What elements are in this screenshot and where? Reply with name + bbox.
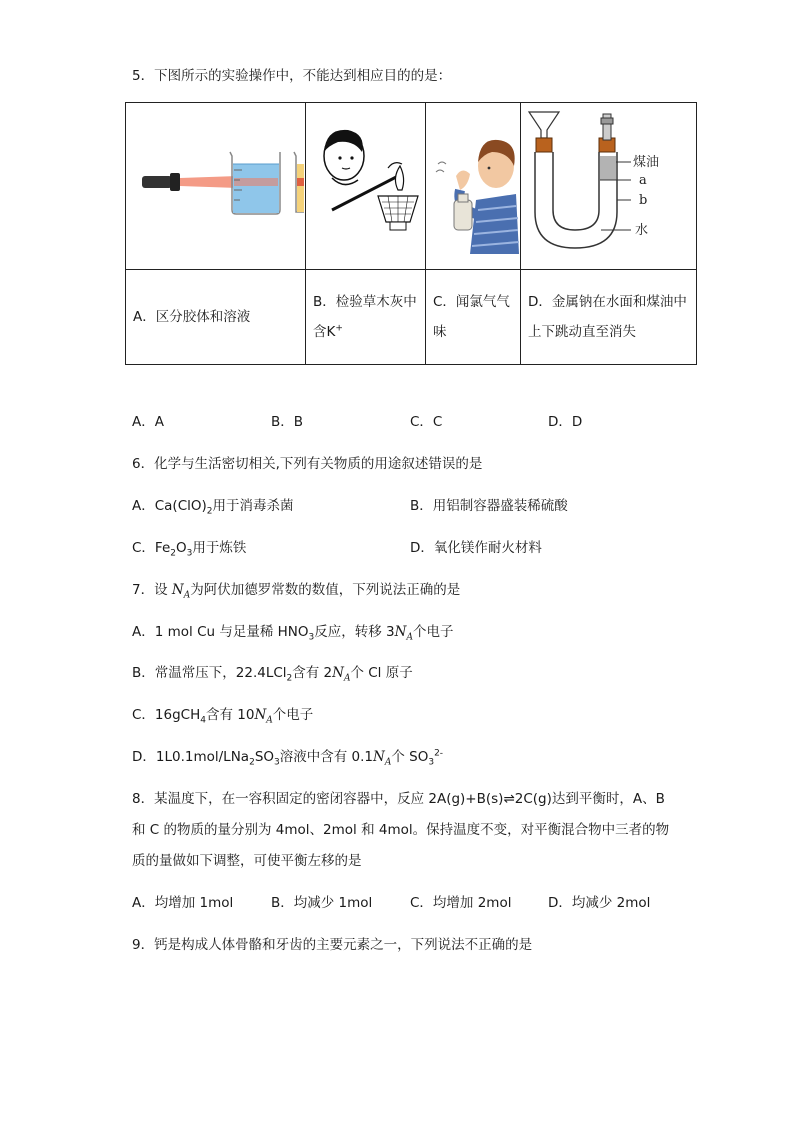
cell-a-image: [126, 103, 306, 270]
label-oil: 煤油: [633, 155, 660, 170]
q6-option-c[interactable]: C．$Fe_2O_3$用于炼铁: [132, 540, 247, 559]
q9-stem: 9．钙是构成人体骨骼和牙齿的主要元素之一，下列说法不正确的是: [132, 937, 533, 953]
q8-stem-line3: 质的量做如下调整，可使平衡左移的是: [132, 853, 362, 869]
cell-c-image: [426, 103, 521, 270]
smell-gas-diagram: [426, 104, 519, 268]
q5-option-b[interactable]: B．B: [271, 414, 304, 430]
q8-stem-line1: 8．某温度下，在一容积固定的密闭容器中，反应 2A(g)+B(s)⇌2C(g)达到平衡时，A、B: [132, 791, 665, 807]
q8-option-d[interactable]: D．均减少 2mol: [548, 895, 651, 911]
q8-option-c[interactable]: C．均增加 2mol: [410, 895, 512, 911]
label-a: a: [639, 173, 647, 188]
q6-stem: 6．化学与生活密切相关,下列有关物质的用途叙述错误的是: [132, 456, 483, 472]
label-water: 水: [635, 223, 649, 238]
q5-option-a[interactable]: A．A: [132, 414, 164, 430]
flashlight-beaker-diagram: [126, 104, 304, 268]
label-b: b: [639, 193, 648, 208]
q8-option-a[interactable]: A．均增加 1mol: [132, 895, 234, 911]
q6-option-b[interactable]: B．用铝制容器盛装稀硫酸: [410, 498, 568, 514]
q7-stem: 7．设 $N_A$为阿伏加德罗常数的数值，下列说法正确的是: [132, 582, 461, 601]
q6-option-d[interactable]: D．氧化镁作耐火材料: [410, 540, 542, 556]
cell-d-caption: D．金属钠在水面和煤油中 上下跳动直至消失: [521, 270, 697, 365]
q6-option-a[interactable]: A．$Ca(ClO)_2$用于消毒杀菌: [132, 498, 294, 517]
q5-option-d[interactable]: D．D: [548, 414, 583, 430]
q5-option-c[interactable]: C．C: [410, 414, 443, 430]
q8-option-b[interactable]: B．均减少 1mol: [271, 895, 373, 911]
u-tube-diagram: [521, 104, 695, 268]
q5-experiment-table: [125, 102, 697, 365]
flame-test-diagram: [306, 104, 424, 268]
cell-c-caption: C．闻氯气气 味: [426, 270, 521, 365]
q7-option-c[interactable]: C．16gCH$_4$含有 $10N_A$个电子: [132, 707, 314, 726]
cell-b-caption: B．检验草木灰中 含K+: [306, 270, 426, 365]
cell-a-caption: A．区分胶体和溶液: [126, 270, 306, 365]
q5-stem: 5．下图所示的实验操作中，不能达到相应目的的是：: [132, 68, 452, 84]
q7-option-a[interactable]: A．1 mol Cu 与足量稀 $HNO_3$反应，转移 $3N_A$个电子: [132, 624, 454, 643]
cell-b-image: [306, 103, 426, 270]
q8-stem-line2: 和 C 的物质的量分别为 4mol、2mol 和 4mol。保持温度不变，对平衡混合物中三者的物: [132, 822, 670, 838]
q7-option-d[interactable]: D．$1L0.1mol/LNa_2SO_3$溶液中含有 $0.1N_A$个 $SO_3^{2-}$: [132, 748, 444, 768]
q7-option-b[interactable]: B．常温常压下，22.4LCl$_2$含有 $2N_A$个 Cl 原子: [132, 665, 413, 684]
cell-d-image: [521, 103, 697, 270]
